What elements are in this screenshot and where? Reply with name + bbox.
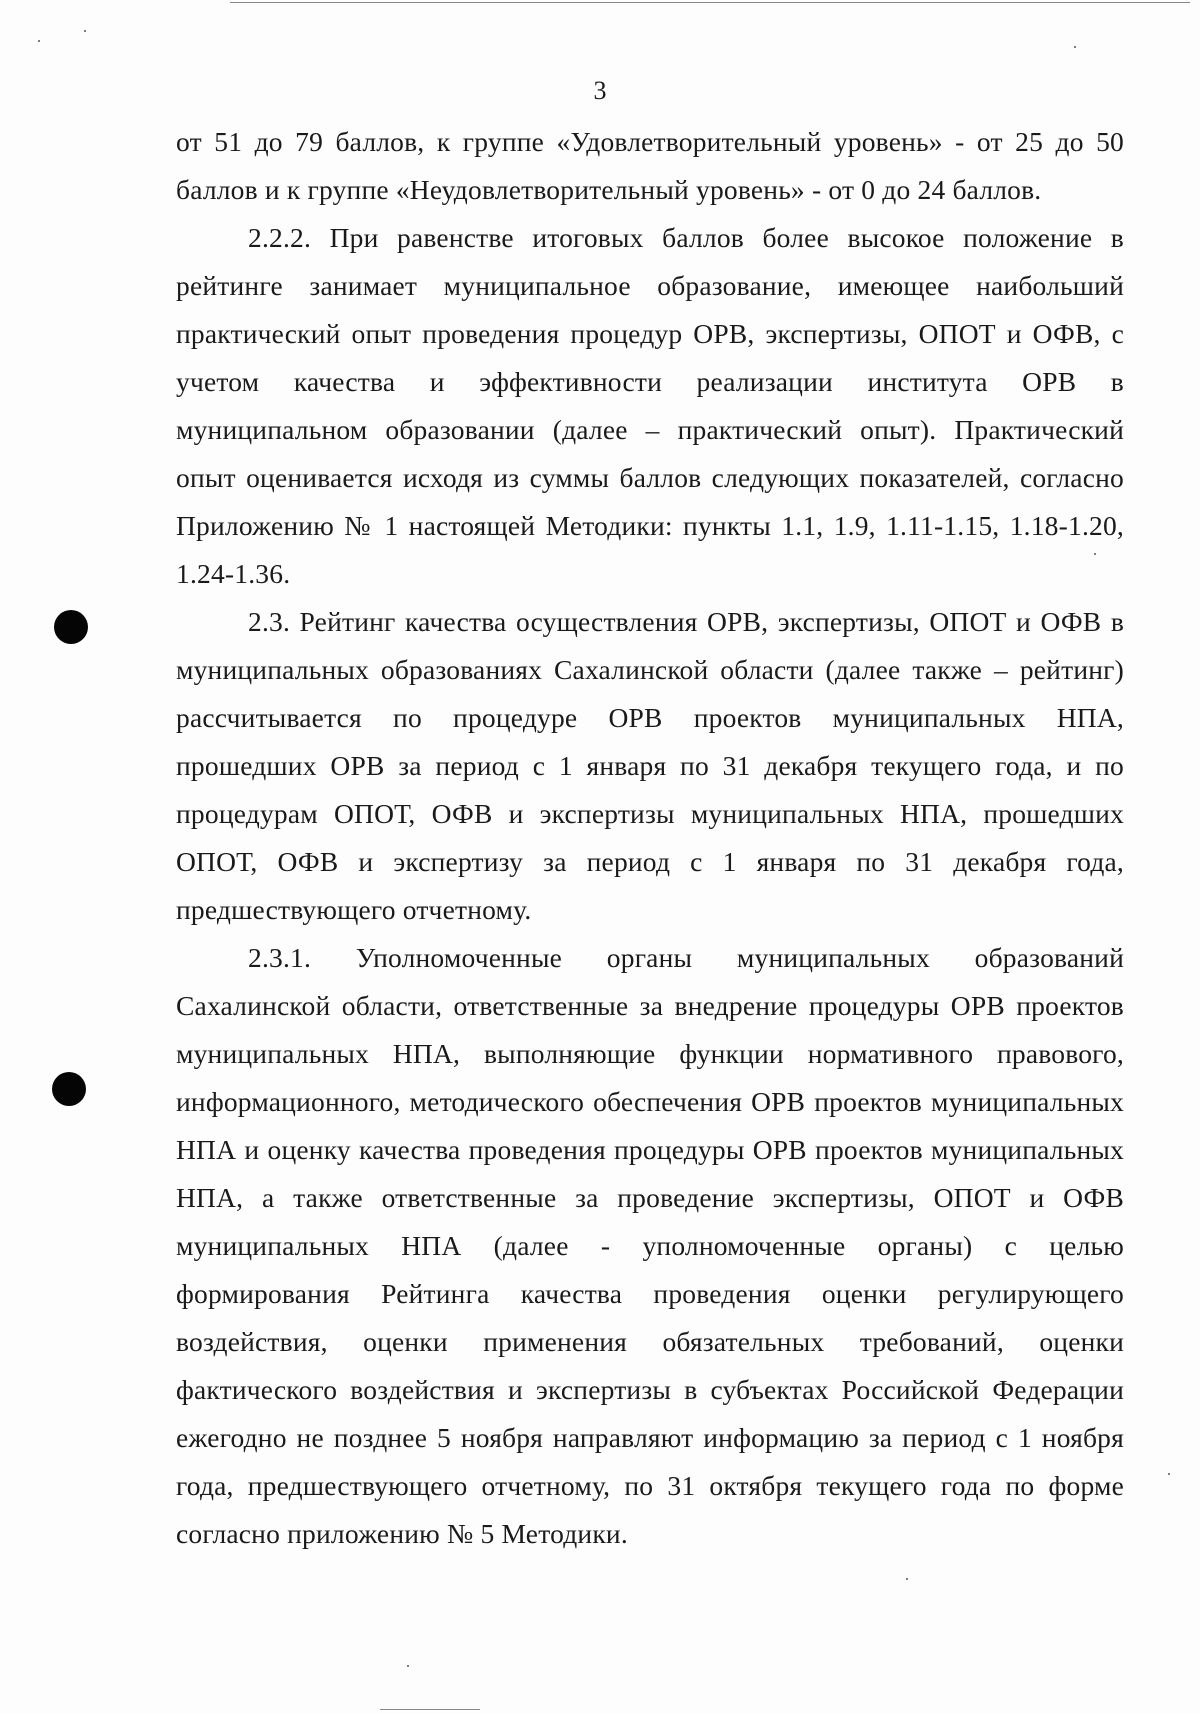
paragraph-2-2-2: 2.2.2. При равенстве итоговых баллов более высокое положение в рейтинге занимает муниципальное образование, имеющее наибольший практический опыт проведения процедур ОРВ, экспертизы, ОПОТ и ОФВ, с учетом качества и эффективности реализации института ОРВ в муниципальном образовании (далее – практический опыт). Практический опыт оценивается исходя из суммы баллов следующих показателей, согласно Приложению № 1 настоящей Методики: пункты 1.1, 1.9, 1.11-1.15, 1.18-1.20, 1.24-1.36.: [176, 222, 1124, 589]
paragraph-continuation: от 51 до 79 баллов, к группе «Удовлетворительный уровень» - от 25 до 50 баллов и к группе «Неудовлетворительный уровень» - от 0 до 24 баллов.: [176, 126, 1124, 205]
document-body: [176, 118, 1124, 1558]
bottom-edge-line: [380, 1709, 480, 1710]
top-edge-line: [230, 2, 1190, 3]
scan-speck: [1168, 1473, 1170, 1475]
scan-speck: [407, 1665, 409, 1667]
page-number: 3: [593, 76, 607, 105]
paragraph-2-3-1: 2.3.1. Уполномоченные органы муниципальных образований Сахалинской области, ответственные за внедрение процедуры ОРВ проектов муниципальных НПА, выполняющие функции нормативного правового, информационного, методического обеспечения ОРВ проектов муниципальных НПА и оценку качества проведения процедуры ОРВ проектов муниципальных НПА, а также ответственные за проведение экспертизы, ОПОТ и ОФВ муниципальных НПА (далее - уполномоченные органы) с целью формирования Рейтинга качества проведения оценки регулирующего воздействия, оценки применения обязательных требований, оценки фактического воздействия и экспертизы в субъектах Российской Федерации ежегодно не позднее 5 ноября направляют информацию за период с 1 ноября года, предшествующего отчетному, по 31 октября текущего года по форме согласно приложению № 5 Методики.: [176, 942, 1124, 1549]
scan-speck: [38, 40, 40, 42]
scan-speck: [84, 30, 86, 32]
paragraph-2-3: 2.3. Рейтинг качества осуществления ОРВ, экспертизы, ОПОТ и ОФВ в муниципальных образованиях Сахалинской области (далее также – рейтинг) рассчитывается по процедуре ОРВ проектов муниципальных НПА, прошедших ОРВ за период с 1 января по 31 декабря текущего года, и по процедурам ОПОТ, ОФВ и экспертизы муниципальных НПА, прошедших ОПОТ, ОФВ и экспертизу за период с 1 января по 31 декабря года, предшествующего отчетному.: [176, 606, 1124, 925]
punch-hole-bottom: [52, 1072, 86, 1106]
scan-speck: [906, 1578, 908, 1580]
scan-speck: [1074, 46, 1076, 48]
punch-hole-top: [54, 610, 88, 644]
